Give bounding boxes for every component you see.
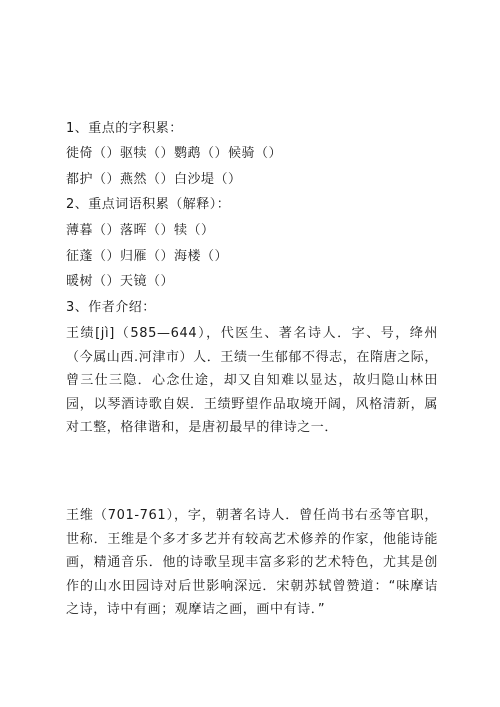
section3-heading: 3、作者介绍： — [66, 300, 156, 315]
section2-row: 暖树（）天镜（） — [66, 274, 175, 289]
section2-heading: 2、重点词语积累（解释）： — [66, 197, 231, 212]
section1-row: 都护（）燕然（）白沙堤（） — [66, 172, 242, 187]
section2-row: 征蓬（）归雁（）海楼（） — [66, 249, 229, 264]
section2-row: 薄暮（）落晖（）犊（） — [66, 223, 215, 238]
author-paragraph-wang-ji: 王绩[jì]（585—644），代医生、著名诗人．字、号，绛州（今属山西.河津市）人．王绩一生郁郁不得志，在隋唐之际，曾三仕三隐．心念仕途，却又自知难以显达，故归隐山林田园，以琴酒诗歌自娱．王绩野望作品取境开阔，风格清新，属对工整，格律谐和，是唐初最早的律诗之一． — [66, 326, 438, 436]
author-paragraph-wang-wei: 王维（701-761），字，朝著名诗人．曾任尚书右丞等官职，世称．王维是个多才多艺并有较高艺术修养的作家，他能诗能画，精通音乐．他的诗歌呈现丰富多彩的艺术特色，尤其是创作的山水田园诗对后世影响深远．宋朝苏轼曾赞道：“味摩诘之诗，诗中有画；观摩诘之画，画中有诗．” — [66, 508, 438, 618]
section1-heading: 1、重点的字积累： — [66, 121, 183, 136]
section1-row: 徙倚（）驱犊（）鹦鹉（）候骑（） — [66, 146, 283, 161]
